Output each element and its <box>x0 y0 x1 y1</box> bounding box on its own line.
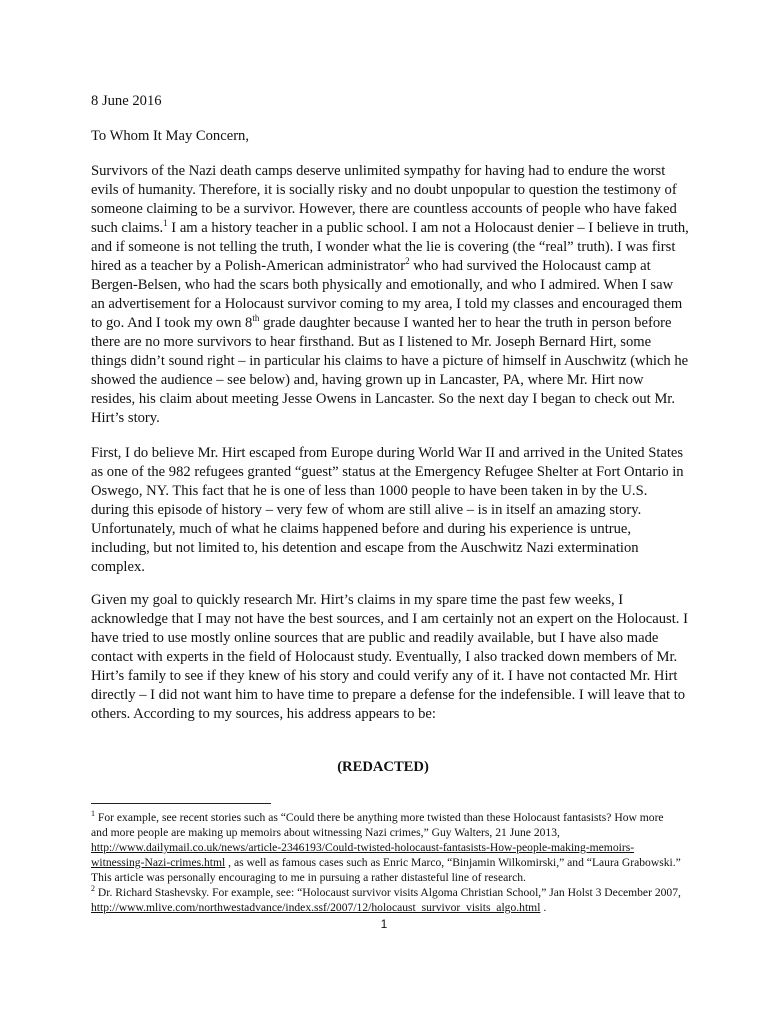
footnote-2-text-b: . <box>540 901 547 914</box>
footnote-2-number: 2 <box>91 884 95 893</box>
ordinal-suffix: th <box>252 313 260 323</box>
paragraph-1-part-d: grade daughter because I wanted her to hear the truth in person before there are no more survivors to hear firsthand. But as I listened to Mr. Joseph Bernard Hirt, some things didn’t sound right – in particular his claims to have a picture of himself in Auschwitz (which he showed the audience – see below) and, having grown up in Lancaster, PA, where Mr. Hirt now resides, his claim about meeting Jesse Owens in Lancaster. So the next day I began to check out Mr. Hirt’s story. <box>91 315 689 426</box>
footnote-ref-2[interactable]: 2 <box>405 256 410 266</box>
footnote-1-number: 1 <box>91 809 95 818</box>
footnote-1 <box>91 810 681 885</box>
paragraph-2: First, I do believe Mr. Hirt escaped from Europe during World War II and arrived in the United States as one of the 982 refugees granted “guest” status at the Emergency Refugee Shelter at Fort Ontario in Oswego, NY. This fact that he is one of less than 1000 people to have been taken in by the U.S. during this episode of history – very few of whom are still alive – is in itself an amazing story. Unfortunately, much of what he claims happened before and during his experience is untrue, including, but not limited to, his detention and escape from the Auschwitz Nazi extermination complex. <box>91 445 684 575</box>
paragraph-1-part-a: Survivors of the Nazi death camps deserve unlimited sympathy for having had to endure the worst evils of humanity. Therefore, it is socially risky and no doubt unpopular to question the testimony of someone claiming to be a survivor. However, there are countless accounts of people who have faked such claims. <box>91 163 677 236</box>
footnote-ref-1[interactable]: 1 <box>163 218 168 228</box>
paragraph-1 <box>91 162 689 428</box>
salutation: To Whom It May Concern, <box>91 128 249 144</box>
page-number: 1 <box>380 917 388 931</box>
footnote-2 <box>91 885 681 915</box>
letter-body <box>91 92 689 740</box>
footnote-2-link[interactable]: http://www.mlive.com/northwestadvance/index.ssf/2007/12/holocaust_survivor_visits_algo.html <box>91 901 541 914</box>
redacted-address: (REDACTED) <box>337 759 429 775</box>
footnote-divider <box>91 803 271 804</box>
paragraph-1-part-b: I am a history teacher in a public school. I am not a Holocaust denier – I believe in truth, and if someone is not telling the truth, I wonder what the lie is covering (the “real” truth). I was first hired as a teacher by a Polish-American administrator <box>91 220 689 274</box>
footnote-1-text-a: For example, see recent stories such as “Could there be anything more twisted than these Holocaust fantasists? How more and more people are making up memoirs about witnessing Nazi crimes,” Guy Walters, 21 June 2013, <box>91 811 664 839</box>
footnote-2-text-a: Dr. Richard Stashevsky. For example, see: “Holocaust survivor visits Algoma Christian School,” Jan Holst 3 December 2007, <box>95 886 681 899</box>
letter-date: 8 June 2016 <box>91 93 162 109</box>
footnote-1-link[interactable]: http://www.dailymail.co.uk/news/article-2346193/Could-twisted-holocaust-fantasists-How-people-making-memoirs-witnessing-Nazi-crimes.html <box>91 841 635 869</box>
paragraph-3: Given my goal to quickly research Mr. Hirt’s claims in my spare time the past few weeks, I acknowledge that I may not have the best sources, and I am certainly not an expert on the Holocaust. I have tried to use mostly online sources that are public and readily available, but I have also made contact with experts in the field of Holocaust study. Eventually, I also tracked down members of Mr. Hirt’s family to see if they knew of his story and could verify any of it. I have not contacted Mr. Hirt directly – I did not want him to have time to prepare a defense for the indefensible. I will leave that to others. According to my sources, his address appears to be: <box>91 592 688 722</box>
paragraph-1-part-c: who had survived the Holocaust camp at Bergen-Belsen, who had the scars both physically and emotionally, and who I admired. When I saw an advertisement for a Holocaust survivor coming to my area, I told my classes and encouraged them to go. And I took my own 8 <box>91 258 683 331</box>
footnote-1-text-b: , as well as famous cases such as Enric Marco, “Binjamin Wilkomirski,” and “Laura Grabowski.” This article was personally encouraging to me in pursuing a rather distasteful line of research. <box>91 856 681 884</box>
footnotes <box>91 810 681 915</box>
